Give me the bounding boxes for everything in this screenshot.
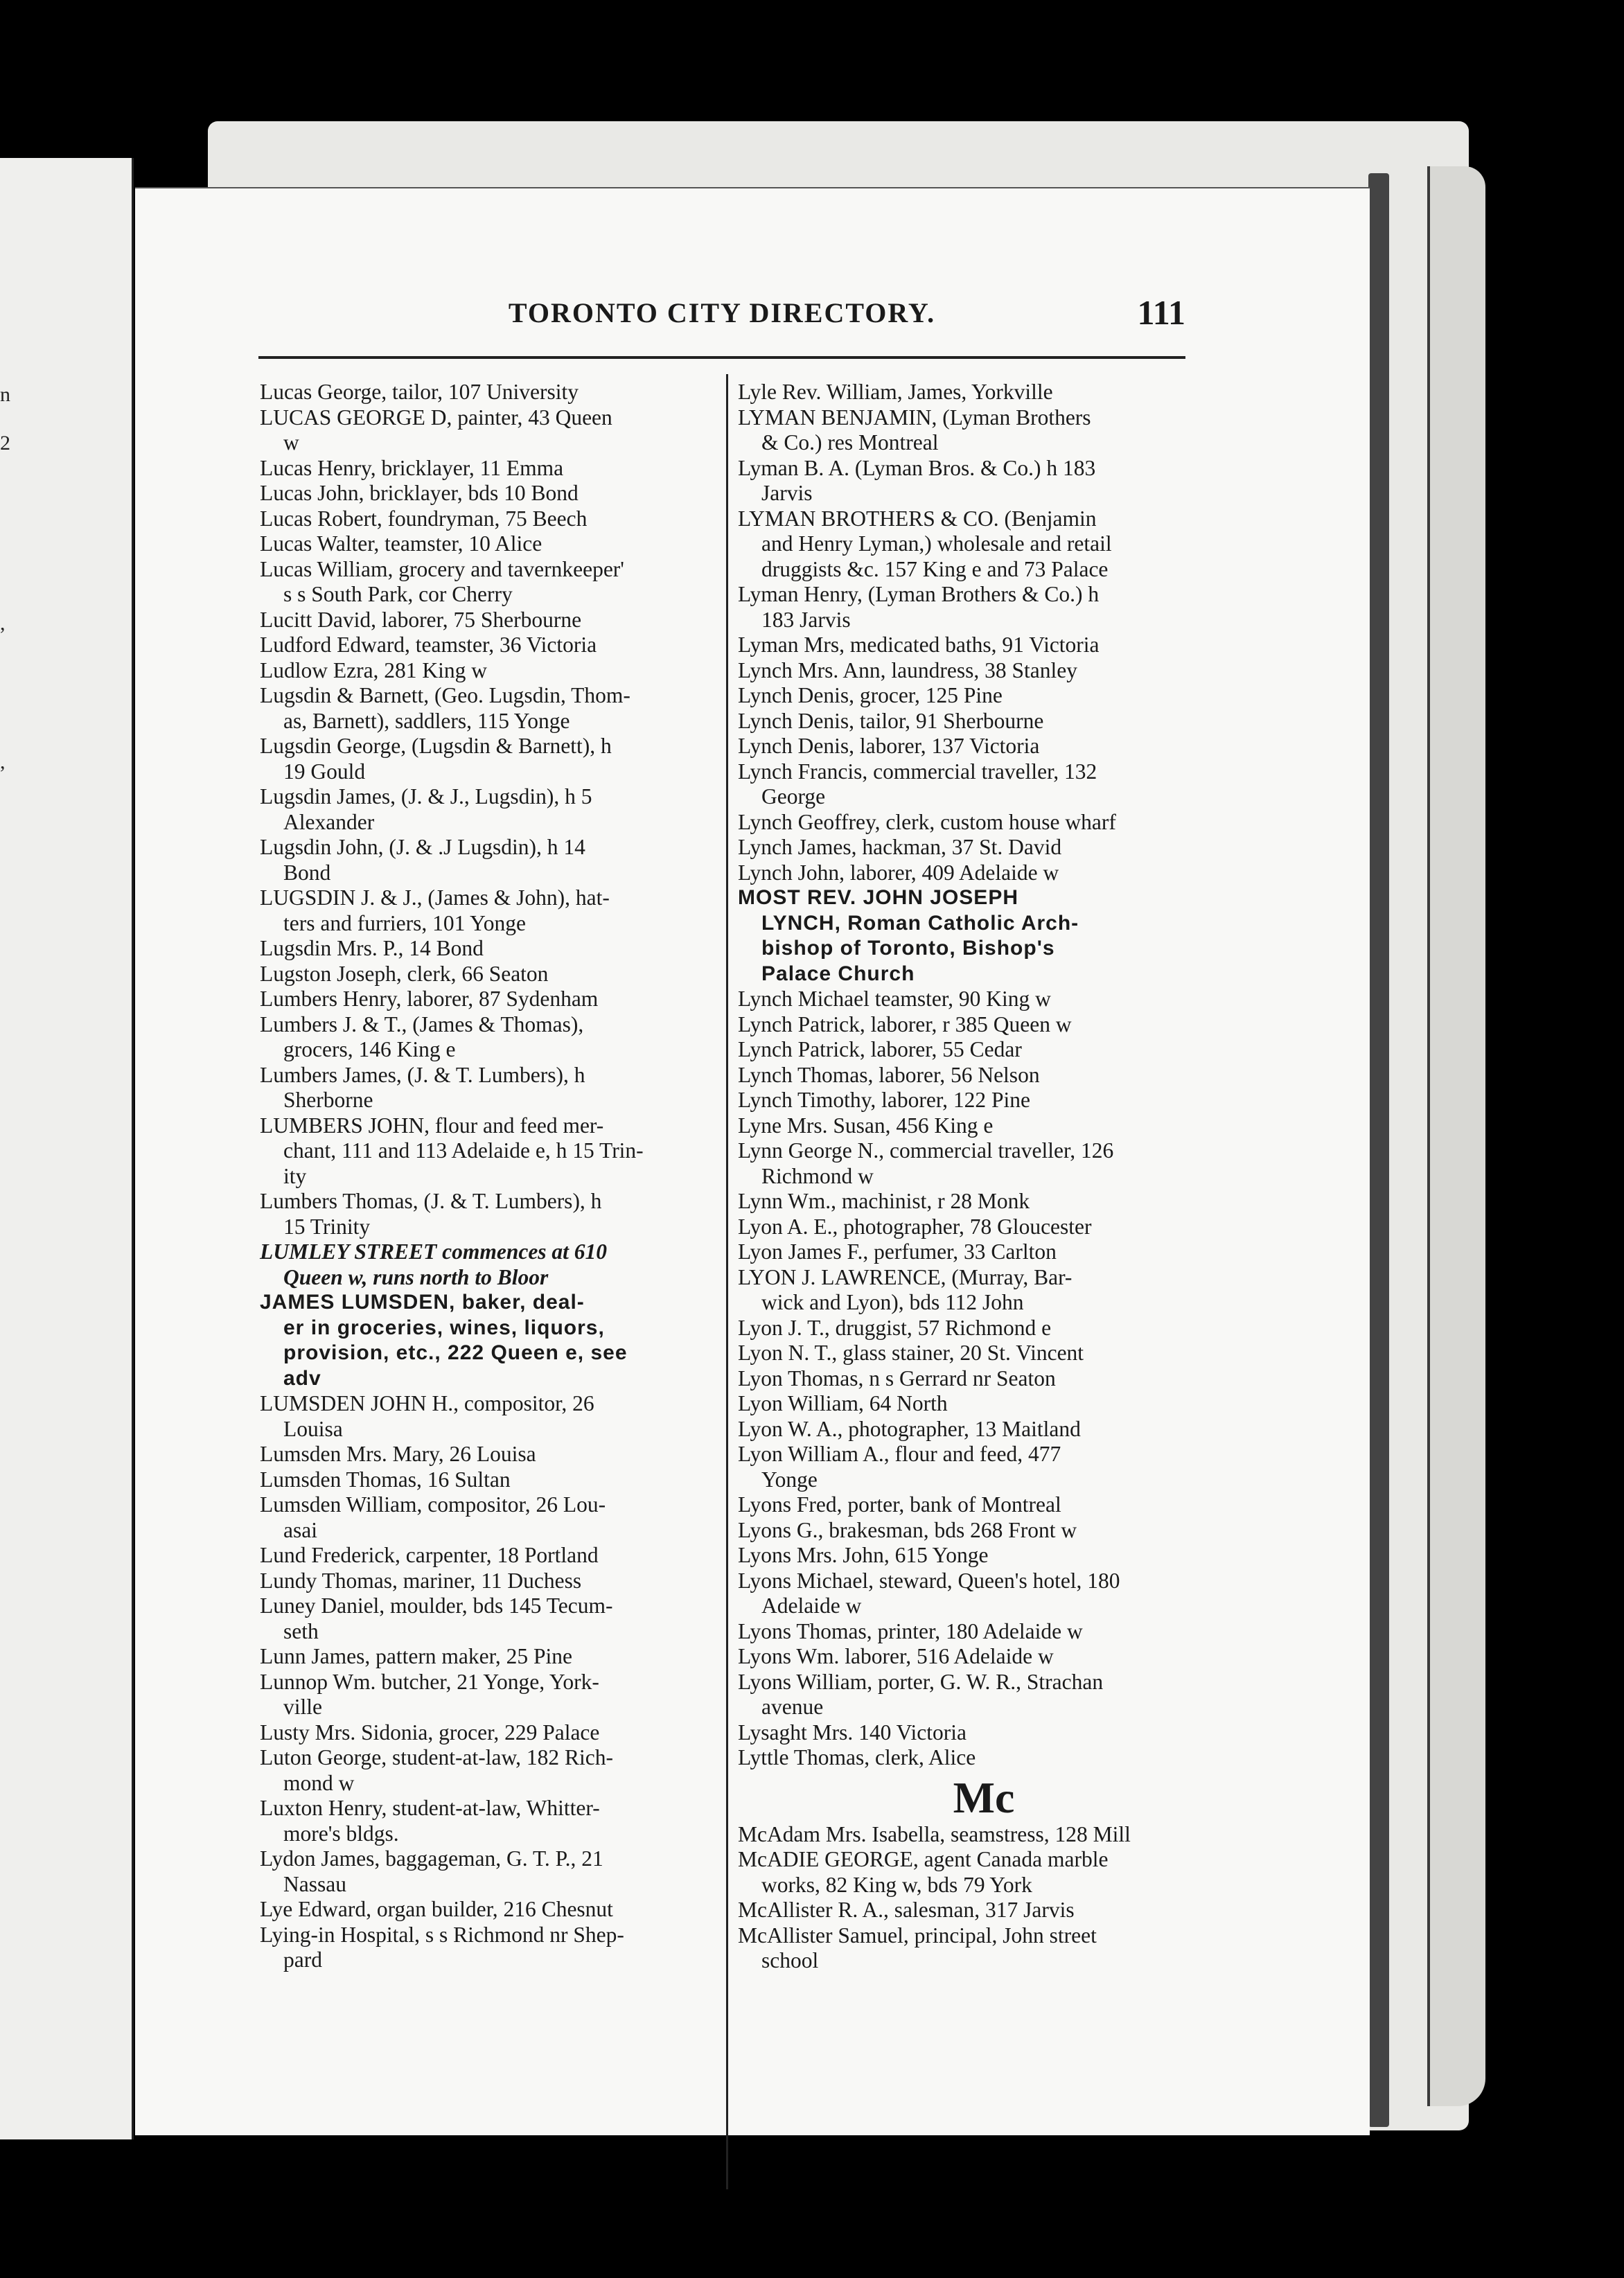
directory-entry [260,1644,713,1670]
entry-continuation: Nassau [283,1871,346,1896]
directory-entry [260,1290,713,1391]
header-rule [258,356,1185,359]
entry-line: Lumsden Thomas, 16 Sultan [260,1467,511,1492]
directory-entry [260,1923,713,1973]
directory-entry [738,1265,1188,1316]
directory-entry [738,1012,1188,1038]
entry-line: Lugsdin George, (Lugsdin & Barnett), h [260,734,612,758]
entry-line: Lund Frederick, carpenter, 18 Portland [260,1543,599,1567]
directory-entry [260,531,713,557]
entry-continuation: 15 Trinity [283,1214,371,1239]
entry-continuation: Yonge [761,1467,818,1492]
entry-continuation: Jarvis [761,481,813,505]
directory-entry [738,885,1188,987]
entry-line: Lyon N. T., glass stainer, 20 St. Vincent [738,1341,1084,1365]
entry-line: LUMBERS JOHN, flour and feed mer- [260,1113,604,1138]
directory-entry [738,633,1188,658]
directory-entry [260,1467,713,1493]
entry-line: Lyons G., brakesman, bds 268 Front w [738,1517,1077,1542]
entry-line: Lye Edward, organ builder, 216 Chesnut [260,1897,613,1921]
entry-line: Lucas William, grocery and tavernkeeper' [260,556,624,581]
entry-line: Luton George, student-at-law, 182 Rich- [260,1745,613,1769]
directory-entry [260,1391,713,1442]
directory-entry [738,1492,1188,1518]
entry-line: Lyne Mrs. Susan, 456 King e [738,1113,994,1138]
entry-line: JAMES LUMSDEN, baker, deal- [260,1291,585,1314]
entry-continuation: adv [283,1366,321,1390]
directory-entry [738,1366,1188,1392]
page-shadow [1368,173,1389,2127]
directory-entry [260,608,713,633]
directory-entry [738,1215,1188,1240]
directory-entry [738,1138,1188,1189]
entry-line: Lugsdin Mrs. P., 14 Bond [260,936,484,960]
directory-entry [738,1670,1188,1720]
entry-continuation: Adelaide w [761,1593,862,1618]
entry-line: Lyman Henry, (Lyman Brothers & Co.) h [738,582,1100,606]
entry-continuation: wick and Lyon), bds 112 John [761,1290,1024,1314]
entry-continuation: chant, 111 and 113 Adelaide e, h 15 Trin- [283,1138,644,1163]
entry-continuation: avenue [761,1695,824,1719]
directory-entry [738,1417,1188,1442]
entry-line: Luney Daniel, moulder, bds 145 Tecum- [260,1593,613,1618]
entry-line: Lugsdin James, (J. & J., Lugsdin), h 5 [260,784,592,809]
entry-continuation: Bond [283,860,331,885]
entry-continuation: ity [283,1163,307,1188]
entry-continuation: Sherborne [283,1088,373,1112]
directory-entry [260,557,713,608]
entry-continuation: provision, etc., 222 Queen e, see [283,1341,628,1364]
entry-line: Lyman Mrs, medicated baths, 91 Victoria [738,633,1100,657]
entry-continuation: asai [283,1517,317,1542]
entry-line: Lynch Francis, commercial traveller, 132 [738,759,1097,784]
directory-entry [738,1720,1188,1746]
directory-entry [738,380,1188,405]
entry-line: Lunnop Wm. butcher, 21 Yonge, York- [260,1669,599,1694]
entry-line: Lynch Michael teamster, 90 King w [738,987,1051,1011]
entry-line: Lyon James F., perfumer, 33 Carlton [738,1239,1057,1264]
directory-page [135,187,1370,2135]
entry-line: Lugsdin & Barnett, (Geo. Lugsdin, Thom- [260,683,630,707]
directory-entry [738,1113,1188,1139]
directory-entry [738,1644,1188,1670]
directory-entry [738,1518,1188,1544]
prev-page-fragment: n [0,383,10,406]
directory-entry [260,885,713,936]
directory-entry [260,633,713,658]
directory-entry [738,1923,1188,1974]
entry-line: LYMAN BENJAMIN, (Lyman Brothers [738,405,1091,430]
directory-entry [260,1897,713,1923]
entry-continuation: Alexander [283,809,375,834]
directory-entry [260,1442,713,1467]
entry-continuation: Palace Church [761,962,915,985]
entry-line: LUGSDIN J. & J., (James & John), hat- [260,885,610,910]
book-page-edges [1427,166,1485,2106]
left-column [260,380,713,1973]
column-divider [726,374,728,2189]
directory-entry [260,1796,713,1846]
running-head: TORONTO CITY DIRECTORY. [508,297,936,328]
entry-continuation: as, Barnett), saddlers, 115 Yonge [283,708,570,733]
entry-line: LUMLEY STREET commences at 610 [260,1239,608,1264]
entry-continuation: LYNCH, Roman Catholic Arch- [761,911,1079,935]
directory-entry [738,582,1188,633]
directory-entry [738,1239,1188,1265]
entry-continuation: George [761,784,826,809]
directory-entry [738,1189,1188,1215]
directory-entry [738,1569,1188,1619]
directory-entry [260,835,713,885]
previous-page-edge [0,158,134,2139]
entry-continuation: mond w [283,1770,355,1795]
directory-entry [738,405,1188,456]
directory-entry [260,1745,713,1796]
entry-line: McAdam Mrs. Isabella, seamstress, 128 Mill [738,1821,1131,1846]
directory-entry [260,405,713,456]
entry-line: Lunn James, pattern maker, 25 Pine [260,1644,572,1668]
entry-line: LYMAN BROTHERS & CO. (Benjamin [738,506,1097,531]
entry-line: Ludlow Ezra, 281 King w [260,657,488,682]
page-header [258,293,1185,363]
directory-entry [260,936,713,962]
directory-entry [738,1619,1188,1645]
directory-entry [260,1012,713,1063]
directory-entry [260,784,713,835]
entry-line: Lynch Thomas, laborer, 56 Nelson [738,1062,1040,1087]
directory-entry [260,683,713,734]
directory-entry [738,1391,1188,1417]
directory-entry [260,962,713,987]
directory-entry [260,1113,713,1190]
entry-continuation: s s South Park, cor Cherry [283,582,513,606]
entry-continuation: ville [283,1695,322,1719]
directory-entry [260,1670,713,1720]
directory-entry [738,835,1188,860]
entry-line: Lydon James, baggageman, G. T. P., 21 [260,1846,603,1871]
entry-line: Lyon A. E., photographer, 78 Gloucester [738,1214,1092,1239]
entry-line: Lucitt David, laborer, 75 Sherbourne [260,607,582,632]
entry-continuation: Richmond w [761,1163,874,1188]
entry-line: Luxton Henry, student-at-law, Whitter- [260,1796,600,1820]
entry-line: Lynch James, hackman, 37 St. David [738,835,1062,859]
entry-continuation: grocers, 146 King e [283,1037,456,1061]
directory-entry [260,1189,713,1239]
entry-line: McAllister Samuel, principal, John street [738,1923,1097,1948]
entry-line: Lyons Michael, steward, Queen's hotel, 180 [738,1568,1120,1593]
entry-line: Lugsdin John, (J. & .J Lugsdin), h 14 [260,835,585,859]
entry-line: Lyon W. A., photographer, 13 Maitland [738,1416,1081,1441]
entry-line: Lyon William A., flour and feed, 477 [738,1442,1061,1466]
directory-entry [738,759,1188,810]
directory-entry [260,1720,713,1746]
directory-entry [738,1037,1188,1063]
directory-entry [738,860,1188,886]
directory-entry [738,1316,1188,1341]
page-number: 111 [1137,293,1185,332]
directory-entry [260,987,713,1012]
entry-line: Lucas Henry, bricklayer, 11 Emma [260,455,564,480]
entry-line: Lumbers Henry, laborer, 87 Sydenham [260,987,599,1011]
entry-line: Lyttle Thomas, clerk, Alice [738,1745,976,1769]
entry-line: LUMSDEN JOHN H., compositor, 26 [260,1391,594,1415]
entry-continuation: school [761,1948,819,1972]
right-column [738,380,1188,1974]
entry-line: Lusty Mrs. Sidonia, grocer, 229 Palace [260,1720,600,1745]
entry-line: Lucas Walter, teamster, 10 Alice [260,531,542,556]
directory-entry [738,506,1188,583]
entry-line: Lynch Denis, laborer, 137 Victoria [738,734,1040,758]
entry-continuation: Queen w, runs north to Bloor [283,1264,549,1289]
entry-continuation: 183 Jarvis [761,607,851,632]
directory-entry [260,1593,713,1644]
entry-line: Lynch Patrick, laborer, r 385 Queen w [738,1012,1072,1036]
entry-continuation: and Henry Lyman,) wholesale and retail [761,531,1112,556]
entry-line: Lyons Fred, porter, bank of Montreal [738,1492,1061,1517]
directory-entry [260,1569,713,1594]
directory-entry [260,380,713,405]
entry-line: McADIE GEORGE, agent Canada marble [738,1847,1109,1871]
entry-continuation: more's bldgs. [283,1821,399,1846]
directory-entry [260,734,713,784]
entry-line: MOST REV. JOHN JOSEPH [738,886,1018,909]
directory-entry [738,709,1188,734]
entry-line: Lucas George, tailor, 107 University [260,380,579,404]
entry-line: Lumsden Mrs. Mary, 26 Louisa [260,1442,536,1466]
entry-line: Lynch Denis, tailor, 91 Sherbourne [738,708,1044,733]
entry-line: Lynn George N., commercial traveller, 126 [738,1138,1114,1163]
entry-line: LUCAS GEORGE D, painter, 43 Queen [260,405,612,430]
entry-line: Lyons William, porter, G. W. R., Strachan [738,1669,1104,1694]
entry-continuation: works, 82 King w, bds 79 York [761,1872,1032,1897]
entry-line: Lyons Mrs. John, 615 Yonge [738,1543,989,1567]
directory-entry [738,1063,1188,1088]
entry-line: Lugston Joseph, clerk, 66 Seaton [260,961,549,986]
directory-entry [738,1847,1188,1898]
entry-line: LYON J. LAWRENCE, (Murray, Bar- [738,1264,1073,1289]
entry-line: Lynch Patrick, laborer, 55 Cedar [738,1037,1022,1061]
entry-line: Lynch Mrs. Ann, laundress, 38 Stanley [738,657,1077,682]
directory-entry [738,1543,1188,1569]
entry-line: Lumbers J. & T., (James & Thomas), [260,1012,584,1036]
entry-line: Lyon Thomas, n s Gerrard nr Seaton [738,1366,1056,1390]
entry-continuation: ters and furriers, 101 Yonge [283,910,526,935]
entry-line: Lyon William, 64 North [738,1391,948,1415]
entry-continuation: w [283,430,299,454]
entry-line: Ludford Edward, teamster, 36 Victoria [260,633,597,657]
directory-entry [738,1088,1188,1113]
entry-continuation: Louisa [283,1416,343,1441]
entry-line: Lyons Wm. laborer, 516 Adelaide w [738,1644,1054,1668]
entry-line: Lucas Robert, foundryman, 75 Beech [260,506,588,531]
entry-continuation: seth [283,1618,319,1643]
entry-line: Lumsden William, compositor, 26 Lou- [260,1492,606,1517]
entry-line: McAllister R. A., salesman, 317 Jarvis [738,1898,1075,1922]
section-heading: Mc [953,1772,1015,1822]
prev-page-fragment: 2 [0,432,10,454]
prev-page-fragment: , [0,750,6,773]
entry-continuation: pard [283,1948,322,1972]
entry-line: Lumbers Thomas, (J. & T. Lumbers), h [260,1189,602,1213]
directory-entry [260,1846,713,1897]
entry-line: Lyons Thomas, printer, 180 Adelaide w [738,1618,1083,1643]
directory-entry [738,1898,1188,1923]
directory-entry [260,1492,713,1543]
directory-entry [260,1543,713,1569]
entry-line: Lynch Geoffrey, clerk, custom house wharf [738,809,1116,834]
entry-line: Lumbers James, (J. & T. Lumbers), h [260,1062,585,1087]
entry-line: Lundy Thomas, mariner, 11 Duchess [260,1568,582,1593]
directory-entry [738,456,1188,506]
directory-entry [738,987,1188,1012]
entry-line: Lying-in Hospital, s s Richmond nr Shep- [260,1922,624,1947]
directory-entry [260,481,713,506]
directory-entry [738,1341,1188,1366]
directory-entry [260,658,713,684]
directory-entry [738,1822,1188,1848]
entry-line: Lucas John, bricklayer, bds 10 Bond [260,481,579,505]
directory-entry [260,1239,713,1290]
entry-continuation: & Co.) res Montreal [761,430,939,454]
entry-line: Lysaght Mrs. 140 Victoria [738,1720,967,1745]
directory-entry [260,456,713,482]
prev-page-fragment: , [0,612,6,635]
directory-entry [260,1063,713,1113]
entry-line: Lyman B. A. (Lyman Bros. & Co.) h 183 [738,455,1096,480]
entry-line: Lynch John, laborer, 409 Adelaide w [738,860,1059,885]
entry-continuation: 19 Gould [283,759,366,784]
directory-entry [738,810,1188,836]
entry-line: Lynch Timothy, laborer, 122 Pine [738,1088,1030,1112]
entry-line: Lynch Denis, grocer, 125 Pine [738,683,1003,707]
directory-entry [738,683,1188,709]
directory-entry [260,506,713,532]
entry-line: Lynn Wm., machinist, r 28 Monk [738,1189,1030,1213]
directory-entry [738,734,1188,759]
directory-entry [738,1442,1188,1492]
entry-continuation: druggists &c. 157 King e and 73 Palace [761,556,1109,581]
directory-entry [738,1745,1188,1771]
entry-continuation: er in groceries, wines, liquors, [283,1316,605,1339]
entry-continuation: bishop of Toronto, Bishop's [761,937,1055,960]
entry-line: Lyon J. T., druggist, 57 Richmond e [738,1315,1052,1340]
entry-line: Lyle Rev. William, James, Yorkville [738,380,1053,404]
directory-entry [738,658,1188,684]
